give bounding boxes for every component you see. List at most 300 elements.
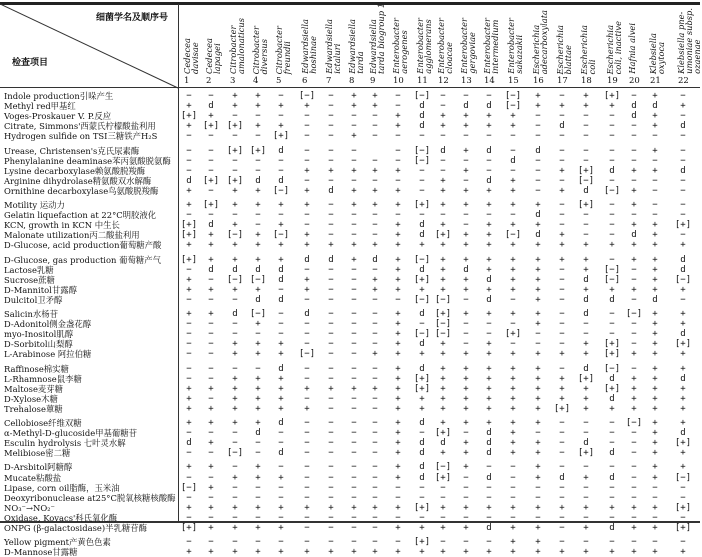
result-cell: [+]: [180, 111, 198, 122]
result-cell: −: [583, 319, 589, 330]
result-cell: −: [440, 482, 446, 493]
species-number: 19: [607, 76, 618, 86]
result-cell: −: [419, 482, 425, 493]
result-cell: −: [559, 319, 565, 330]
result-cell: +: [278, 254, 284, 265]
result-cell: +: [535, 274, 541, 285]
result-cell: +: [631, 185, 637, 196]
result-cell: −: [351, 230, 357, 241]
result-cell: +: [583, 240, 589, 251]
result-cell: +: [255, 523, 261, 533]
result-cell: −: [419, 131, 425, 142]
result-cell: −: [609, 175, 615, 186]
result-cell: −: [304, 462, 310, 473]
result-cell: −: [328, 155, 334, 166]
result-cell: −: [351, 319, 357, 330]
result-cell: d: [680, 121, 686, 132]
result-cell: +: [186, 274, 192, 285]
result-cell: +: [463, 418, 469, 428]
result-cell: −: [463, 175, 469, 186]
species-column-header: [529, 4, 551, 86]
species-number: 15: [508, 76, 519, 86]
result-cell: d: [680, 264, 686, 275]
species-number: 12: [438, 76, 449, 86]
result-cell: −: [304, 111, 310, 122]
result-cell: +: [186, 383, 192, 394]
result-cell: +: [535, 220, 541, 231]
result-cell: +: [535, 319, 541, 330]
result-cell: d: [328, 254, 334, 265]
species-name: Enterobacter aerogenes: [391, 18, 409, 74]
result-cell: −: [583, 230, 589, 241]
result-cell: +: [395, 200, 401, 210]
result-cell: +: [255, 349, 261, 360]
result-cell: −: [372, 121, 378, 132]
result-cell: +: [583, 523, 589, 533]
test-label: Hydrogen sulfide on TSI三糖铁产H₂S: [4, 131, 158, 142]
result-cell: +: [583, 472, 589, 483]
result-cell: +: [652, 240, 658, 251]
result-cell: [−]: [413, 254, 431, 265]
result-cell: +: [208, 482, 214, 493]
result-cell: +: [463, 438, 469, 449]
result-cell: d: [583, 294, 589, 305]
result-cell: +: [232, 101, 238, 112]
result-cell: d: [419, 462, 425, 473]
result-cell: −: [232, 462, 238, 473]
result-cell: +: [440, 547, 446, 557]
result-cell: −: [372, 155, 378, 166]
result-cell: −: [304, 438, 310, 449]
result-cell: −: [559, 438, 565, 449]
result-cell: +: [255, 319, 261, 330]
result-cell: −: [208, 131, 214, 142]
result-cell: +: [535, 547, 541, 557]
result-cell: −: [559, 329, 565, 340]
result-cell: −: [372, 363, 378, 374]
result-cell: −: [372, 462, 378, 473]
result-cell: +: [351, 383, 357, 394]
result-cell: −: [372, 319, 378, 330]
result-cell: −: [395, 175, 401, 186]
result-cell: +: [304, 547, 310, 557]
result-cell: −: [631, 492, 637, 503]
result-cell: −: [631, 537, 637, 548]
result-cell: −: [208, 145, 214, 156]
result-cell: −: [255, 448, 261, 459]
result-cell: +: [186, 101, 192, 112]
result-cell: −: [395, 210, 401, 221]
result-cell: +: [232, 220, 238, 231]
result-cell: +: [255, 230, 261, 241]
result-cell: −: [535, 482, 541, 493]
result-cell: −: [559, 264, 565, 275]
result-cell: −: [652, 185, 658, 196]
result-cell: −: [351, 482, 357, 493]
result-cell: +: [559, 349, 565, 360]
result-cell: −: [419, 428, 425, 439]
result-cell: −: [372, 175, 378, 186]
result-cell: −: [510, 462, 516, 473]
result-cell: +: [440, 393, 446, 404]
result-cell: +: [419, 403, 425, 414]
result-cell: d: [631, 101, 637, 112]
result-cell: +: [440, 383, 446, 394]
result-cell: +: [278, 393, 284, 404]
result-cell: −: [278, 309, 284, 319]
result-cell: +: [652, 393, 658, 404]
result-cell: −: [631, 363, 637, 374]
species-column-header: [625, 4, 647, 86]
result-cell: +: [440, 502, 446, 513]
result-cell: −: [351, 448, 357, 459]
result-cell: −: [186, 373, 192, 384]
result-cell: +: [535, 502, 541, 513]
result-cell: +: [486, 111, 492, 122]
result-cell: +: [631, 373, 637, 384]
result-cell: [+]: [413, 383, 431, 394]
result-cell: [+]: [226, 145, 244, 156]
test-label: Dulcitol卫矛醇: [4, 294, 63, 305]
result-cell: −: [440, 91, 446, 101]
test-label: Lipase, corn oil脂酶，玉米油: [4, 482, 120, 493]
result-cell: +: [255, 502, 261, 513]
result-cell: +: [652, 373, 658, 384]
result-cell: −: [631, 131, 637, 142]
result-cell: +: [463, 373, 469, 384]
result-cell: −: [510, 482, 516, 493]
result-cell: +: [440, 240, 446, 251]
result-cell: +: [463, 200, 469, 210]
result-cell: d: [278, 448, 284, 459]
test-label: Voges-Proskauer V. P.反应: [4, 111, 112, 122]
result-cell: −: [510, 492, 516, 503]
result-cell: +: [510, 349, 516, 360]
result-cell: +: [680, 101, 686, 112]
result-cell: d: [486, 101, 492, 112]
result-cell: −: [419, 512, 425, 523]
result-cell: +: [486, 339, 492, 350]
result-cell: −: [351, 284, 357, 295]
result-cell: d: [419, 418, 425, 428]
result-cell: +: [535, 363, 541, 374]
result-cell: +: [351, 185, 357, 196]
result-cell: +: [395, 254, 401, 265]
result-cell: d: [208, 101, 214, 112]
result-cell: +: [278, 220, 284, 231]
species-name: Cedecea lapagei: [204, 38, 222, 74]
result-cell: +: [278, 200, 284, 210]
result-cell: −: [463, 329, 469, 340]
result-cell: −: [583, 492, 589, 503]
result-cell: −: [652, 175, 658, 186]
result-cell: [−]: [603, 185, 621, 196]
result-cell: −: [680, 210, 686, 221]
result-cell: −: [328, 363, 334, 374]
result-cell: −: [463, 91, 469, 101]
result-cell: −: [232, 329, 238, 340]
result-cell: −: [208, 210, 214, 221]
result-cell: −: [208, 537, 214, 548]
result-cell: +: [278, 403, 284, 414]
result-cell: +: [255, 547, 261, 557]
test-label: Malonate utilization丙二酸盐利用: [4, 230, 140, 241]
result-cell: −: [535, 185, 541, 196]
result-cell: −: [255, 220, 261, 231]
result-cell: −: [419, 165, 425, 176]
result-cell: −: [559, 155, 565, 166]
result-cell: d: [278, 418, 284, 428]
species-name: Enterobacter cloacae: [436, 18, 454, 74]
test-label: Arginine dihydrolase精氨酸双水解酶: [4, 175, 152, 186]
result-cell: −: [278, 319, 284, 330]
species-column-header: [504, 4, 526, 86]
test-label: D-Xylose木糖: [4, 393, 58, 404]
result-cell: −: [304, 537, 310, 548]
result-cell: −: [652, 512, 658, 523]
test-label: D-Sorbitol山梨醇: [4, 339, 73, 350]
result-cell: d: [419, 121, 425, 132]
result-cell: −: [278, 512, 284, 523]
result-cell: +: [583, 101, 589, 112]
result-cell: +: [440, 185, 446, 196]
result-cell: d: [278, 264, 284, 275]
result-cell: +: [395, 284, 401, 295]
result-cell: +: [255, 254, 261, 265]
result-cell: +: [609, 547, 615, 557]
result-cell: −: [486, 319, 492, 330]
result-cell: +: [583, 403, 589, 414]
result-cell: −: [186, 339, 192, 350]
result-cell: −: [486, 210, 492, 221]
result-cell: −: [372, 438, 378, 449]
result-cell: +: [255, 393, 261, 404]
result-cell: +: [304, 403, 310, 414]
result-cell: +: [395, 502, 401, 513]
result-cell: −: [208, 319, 214, 330]
result-cell: −: [208, 472, 214, 483]
result-cell: −: [419, 492, 425, 503]
result-cell: −: [583, 220, 589, 231]
result-cell: −: [510, 145, 516, 156]
test-label: D-Arsbitol阿糖醇: [4, 462, 73, 473]
result-cell: d: [232, 264, 238, 275]
result-cell: +: [652, 438, 658, 449]
result-cell: −: [232, 111, 238, 122]
result-cell: +: [395, 339, 401, 350]
result-cell: +: [535, 418, 541, 428]
test-label: ONPG (β-galactosidase)半乳糖苷酶: [4, 523, 147, 533]
result-cell: −: [208, 448, 214, 459]
result-cell: +: [652, 274, 658, 285]
result-cell: +: [255, 418, 261, 428]
result-cell: +: [510, 175, 516, 186]
result-cell: −: [510, 319, 516, 330]
result-cell: +: [652, 383, 658, 394]
test-label: Urease, Christensen's克氏尿素酶: [4, 145, 140, 156]
result-cell: +: [652, 254, 658, 265]
species-name: Klebsiella oxytoca: [648, 32, 666, 74]
result-cell: [+]: [413, 373, 431, 384]
species-number: 10: [393, 76, 404, 86]
species-name: Enterobacter sakazakii: [506, 18, 524, 74]
result-cell: +: [463, 393, 469, 404]
species-name: Citrobacter diversus: [251, 25, 269, 74]
result-cell: +: [535, 264, 541, 275]
test-label: D-Mannitol甘露醇: [4, 284, 77, 295]
result-cell: +: [631, 393, 637, 404]
result-cell: −: [351, 339, 357, 350]
result-cell: −: [304, 512, 310, 523]
result-cell: d: [486, 274, 492, 285]
result-cell: −: [559, 537, 565, 548]
result-cell: +: [440, 403, 446, 414]
result-cell: d: [609, 472, 615, 483]
result-cell: −: [328, 294, 334, 305]
result-cell: +: [278, 472, 284, 483]
result-cell: +: [440, 448, 446, 459]
result-cell: +: [609, 284, 615, 295]
result-cell: −: [559, 448, 565, 459]
result-cell: [+]: [577, 165, 595, 176]
result-cell: −: [559, 462, 565, 473]
result-cell: +: [510, 438, 516, 449]
result-cell: −: [680, 230, 686, 241]
result-cell: [−]: [504, 101, 522, 112]
result-cell: d: [583, 438, 589, 449]
result-cell: +: [535, 284, 541, 295]
species-column-header: [389, 4, 411, 86]
result-cell: d: [255, 428, 261, 439]
result-cell: +: [609, 101, 615, 112]
result-cell: +: [510, 284, 516, 295]
result-cell: −: [680, 145, 686, 156]
result-cell: −: [351, 418, 357, 428]
result-cell: −: [463, 319, 469, 330]
result-cell: −: [232, 537, 238, 548]
result-cell: +: [559, 254, 565, 265]
result-cell: +: [395, 121, 401, 132]
result-cell: d: [255, 175, 261, 186]
result-cell: +: [255, 101, 261, 112]
result-cell: +: [304, 185, 310, 196]
result-cell: [−]: [603, 274, 621, 285]
result-cell: −: [463, 339, 469, 350]
result-cell: −: [486, 131, 492, 142]
result-cell: +: [583, 502, 589, 513]
result-cell: +: [652, 339, 658, 350]
result-cell: [+]: [603, 349, 621, 360]
result-cell: −: [510, 472, 516, 483]
result-cell: [−]: [298, 91, 316, 101]
result-cell: −: [535, 111, 541, 122]
result-cell: [+]: [202, 175, 220, 186]
result-cell: +: [232, 523, 238, 533]
result-cell: −: [351, 537, 357, 548]
result-cell: −: [304, 175, 310, 186]
result-cell: −: [304, 339, 310, 350]
result-cell: d: [510, 155, 516, 166]
result-cell: [+]: [226, 121, 244, 132]
result-cell: +: [463, 403, 469, 414]
result-cell: +: [486, 363, 492, 374]
result-cell: −: [255, 363, 261, 374]
result-cell: −: [680, 111, 686, 122]
result-cell: −: [255, 438, 261, 449]
result-cell: +: [652, 523, 658, 533]
result-cell: +: [186, 393, 192, 404]
result-cell: −: [351, 155, 357, 166]
result-cell: [−]: [413, 91, 431, 101]
result-cell: d: [419, 448, 425, 459]
result-cell: −: [208, 393, 214, 404]
result-cell: d: [486, 472, 492, 483]
result-cell: +: [440, 200, 446, 210]
species-number: 7: [326, 76, 332, 86]
result-cell: −: [372, 523, 378, 533]
test-label: Sucrose蔗糖: [4, 274, 55, 285]
result-cell: +: [351, 200, 357, 210]
result-cell: +: [351, 502, 357, 513]
result-cell: −: [680, 482, 686, 493]
result-cell: −: [186, 319, 192, 330]
result-cell: −: [559, 294, 565, 305]
result-cell: +: [486, 254, 492, 265]
result-cell: −: [609, 329, 615, 340]
result-cell: −: [328, 428, 334, 439]
result-cell: −: [419, 185, 425, 196]
result-cell: −: [351, 145, 357, 156]
result-cell: +: [535, 200, 541, 210]
result-cell: +: [440, 175, 446, 186]
result-cell: +: [463, 502, 469, 513]
species-column-header: [603, 4, 625, 86]
result-cell: −: [208, 373, 214, 384]
result-cell: [−]: [577, 175, 595, 186]
test-label: Oxidase, Kovacs'科氏氧化酶: [4, 512, 118, 523]
result-cell: −: [232, 492, 238, 503]
result-cell: +: [486, 403, 492, 414]
result-cell: −: [559, 111, 565, 122]
species-column-header: [646, 4, 668, 86]
result-cell: +: [652, 145, 658, 156]
result-cell: +: [255, 121, 261, 132]
result-cell: +: [232, 349, 238, 360]
result-cell: −: [328, 393, 334, 404]
result-cell: −: [278, 91, 284, 101]
result-cell: d: [680, 165, 686, 176]
species-column-header: [249, 4, 271, 86]
result-cell: d: [328, 185, 334, 196]
result-cell: −: [583, 145, 589, 156]
result-cell: −: [351, 329, 357, 340]
result-cell: −: [631, 210, 637, 221]
result-cell: +: [304, 502, 310, 513]
result-cell: [−]: [249, 274, 267, 285]
result-cell: +: [559, 547, 565, 557]
result-cell: +: [535, 393, 541, 404]
result-cell: +: [232, 200, 238, 210]
result-cell: [−]: [226, 274, 244, 285]
result-cell: +: [680, 393, 686, 404]
result-cell: −: [559, 482, 565, 493]
result-cell: −: [440, 155, 446, 166]
result-cell: +: [463, 448, 469, 459]
result-cell: −: [328, 512, 334, 523]
test-label: Esculin hydrolysis 七叶灵水解: [4, 438, 126, 449]
species-number: 2: [206, 76, 212, 86]
result-cell: −: [631, 91, 637, 101]
